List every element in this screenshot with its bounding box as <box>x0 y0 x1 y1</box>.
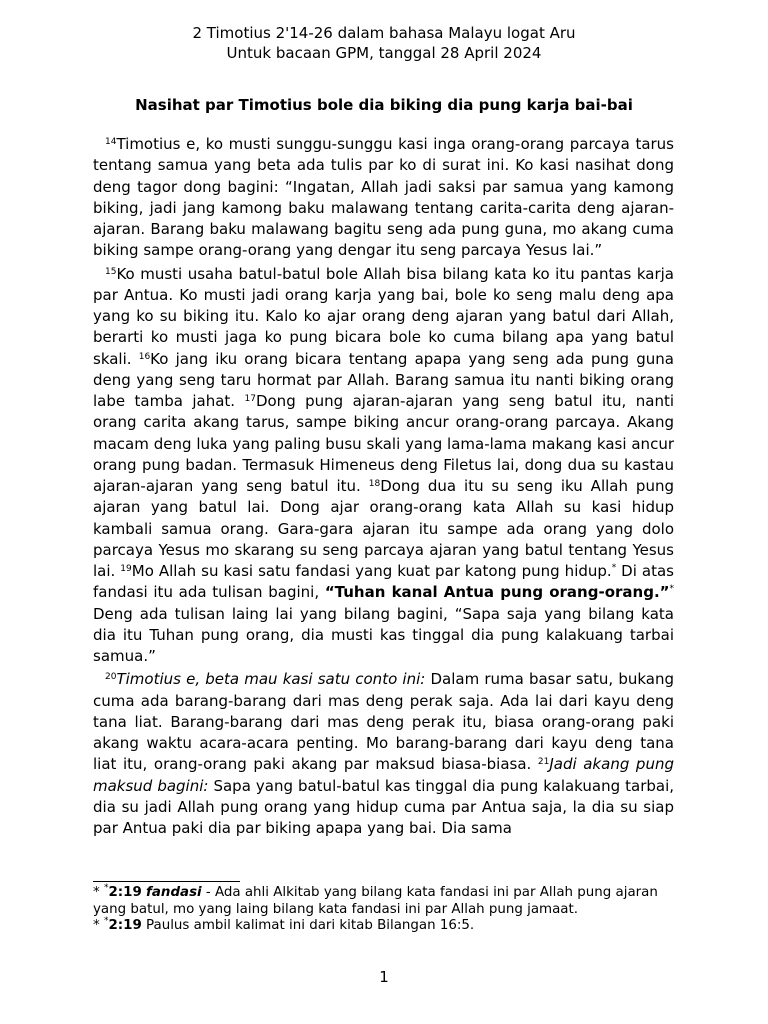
paragraph-3 <box>93 669 674 839</box>
verse-text: Dong dua itu su seng iku Allah pung ajaran yang batul lai. Dong ajar orang-orang kata Allah su kasi hidup kambali samua orang. Gara-gara ajaran itu sampe ada orang yang dolo parcaya Yesus mo skarang su seng parcaya ajaran yang batul tentang Yesus lai. <box>93 477 674 580</box>
verse-text: Deng ada tulisan laing lai yang bilang bagini, “Sapa saja yang bilang kata dia itu Tuhan pung orang, dia musti kas tinggal dia pung kalakuang tarbai samua.” <box>93 604 674 665</box>
footnote-marker[interactable]: * <box>611 563 617 573</box>
footnotes <box>93 885 674 935</box>
verse-number: 20 <box>105 672 117 683</box>
verse-text: Ko jang iku orang bicara tentang apapa yang seng ada pung guna deng yang seng taru hormat par Allah. Barang samua itu nanti biking orang labe tamba jahat. <box>93 349 674 410</box>
verse-number: 19 <box>120 564 132 574</box>
verse-text: Sapa yang batul-batul kas tinggal dia pung kalakuang tarbai, dia su jadi Allah pung orang yang hidup cuma par Antua saja, la dia su siap par Antua paki dia par biking apapa yang bai. Dia sama <box>93 776 675 837</box>
verse-number: 21 <box>537 757 550 768</box>
section-heading: Nasihat par Timotius bole dia biking dia pung karja bai-bai <box>135 96 633 114</box>
verse-number: 16 <box>138 351 151 362</box>
body-text <box>93 134 674 841</box>
footnote-reference: 2:19 <box>108 885 142 900</box>
verse-intro: Timotius e, beta mau kasi satu conto ini: <box>116 670 426 689</box>
header-line-1: 2 Timotius 2'14-26 dalam bahasa Malayu logat Aru <box>192 24 576 42</box>
verse-intro: Jadi akang pung maksud bagini: <box>93 755 674 795</box>
verse-text: Timotius e, ko musti sunggu-sunggu kasi inga orang-orang parcaya tarus tentang samua yang beta ada tulis par ko di surat ini. Ko kasi nasihat dong deng tagor dong bagini: “Ingatan, Allah jadi saksi par samua yang kamong biking, jadi jang kamong baku malawang tentang carita-carita deng ajaran-ajaran. Barang baku malawang bagitu seng ada pung guna, mo akang cuma biking sampe orang-orang yang dengar itu seng parcaya Yesus lai.” <box>93 135 674 260</box>
verse-number: 17 <box>244 394 256 404</box>
footnote-star: * <box>93 885 100 900</box>
quoted-inscription: “Tuhan kanal Antua pung orang-orang.” <box>324 583 670 602</box>
verse-number: 18 <box>368 479 381 489</box>
footnote-text: - Ada ahli Alkitab yang bilang kata fandasi ini par Allah pung ajaran yang batul, mo yang laing bilang kata fandasi ini par Allah pung jamaat. <box>93 885 658 917</box>
verse-text: Di atas fandasi itu ada tulisan bagini, <box>93 562 674 602</box>
verse-number: 15 <box>105 266 117 277</box>
footnote-marker: * <box>103 883 109 893</box>
footnote-reference: 2:19 <box>108 918 142 933</box>
verse-text: Ko musti usaha batul-batul bole Allah bisa bilang kata ko itu pantas karja par Antua. Ko musti jadi orang karja yang bai, bole ko seng malu deng apa yang ko su biking itu. Kalo ko ajar orang deng ajaran yang batul dari Allah, berarti ko musti jaga ko pung bicara bole ko cuma bilang apa yang batul skali. <box>93 264 674 368</box>
footnote-text: Paulus ambil kalimat ini dari kitab Bilangan 16:5. <box>141 918 475 933</box>
footnote-1 <box>93 885 674 918</box>
document-header <box>0 23 768 63</box>
paragraph-2 <box>93 264 674 668</box>
paragraph-1 <box>93 134 674 262</box>
verse-text: Dong pung ajaran-ajaran yang seng batul itu, nanti orang carita akang tarus, sampe biking ancur orang-orang parcaya. Akang macam deng luka yang paling busu skali yang lama-lama makang kasi ancur orang pung badan. Termasuk Himeneus deng Filetus lai, dong dua su kastau ajaran-ajaran yang seng batul itu. <box>93 392 674 495</box>
footnote-term: fandasi <box>146 885 202 900</box>
verse-number: 14 <box>105 137 117 147</box>
footnote-marker: * <box>103 916 109 926</box>
footnote-marker[interactable]: * <box>669 584 674 595</box>
footnote-star: * <box>93 918 100 933</box>
footnote-divider <box>93 881 240 882</box>
footnote-2 <box>93 918 674 935</box>
verse-text: Dalam ruma basar satu, bukang cuma ada barang-barang dari mas deng perak saja. Ada lai dari kayu deng tana liat. Barang-barang dari mas deng perak itu, biasa orang-orang paki akang waktu acara-acara penting. Mo barang-barang dari kayu deng tana liat itu, orang-orang paki akang par maksud biasa-biasa. <box>93 670 674 774</box>
verse-text: Mo Allah su kasi satu fandasi yang kuat par katong pung hidup. <box>131 562 612 580</box>
page-number: 1 <box>379 968 389 986</box>
header-line-2: Untuk bacaan GPM, tanggal 28 April 2024 <box>226 44 542 62</box>
